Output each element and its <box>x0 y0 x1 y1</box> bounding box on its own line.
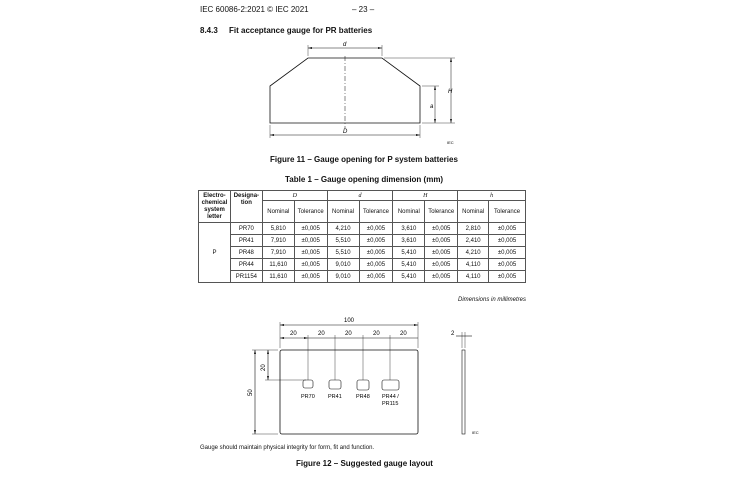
nominal-cell: 4,110 <box>458 259 489 271</box>
gauge-integrity-note: Gauge should maintain physical integrity for form, fit and function. <box>200 445 375 451</box>
tolerance-cell: ±0,005 <box>294 247 327 259</box>
table-row <box>199 271 526 283</box>
slot-label: PR115 <box>382 401 399 407</box>
table-row <box>199 247 526 259</box>
slot-pr70 <box>303 380 313 388</box>
table-row <box>199 235 526 247</box>
slot-label: PR70 <box>301 394 315 400</box>
tolerance-cell: ±0,005 <box>489 223 526 235</box>
dim-pitch-label: 20 <box>318 331 325 337</box>
nominal-cell: 5,410 <box>393 247 425 259</box>
dimensions-note: Dimensions in millimetres <box>457 297 526 303</box>
designation-cell: PR48 <box>230 247 262 259</box>
tolerance-cell: ±0,005 <box>425 247 458 259</box>
tolerance-cell: ±0,005 <box>489 271 526 283</box>
section-number: 8.4.3 <box>200 26 218 35</box>
subheader-nominal: Nominal <box>458 201 489 223</box>
label-H: H <box>448 89 453 95</box>
tolerance-cell: ±0,005 <box>489 235 526 247</box>
tolerance-cell: ±0,005 <box>294 223 327 235</box>
nominal-cell: 4,210 <box>327 223 359 235</box>
nominal-cell: 3,610 <box>393 235 425 247</box>
slot-label: PR44 / <box>382 394 399 400</box>
subheader-nominal: Nominal <box>393 201 425 223</box>
dim-pitch-label: 20 <box>345 331 352 337</box>
nominal-cell: 11,610 <box>262 259 294 271</box>
dim-pitch-label: 20 <box>290 331 297 337</box>
nominal-cell: 2,810 <box>458 223 489 235</box>
nominal-cell: 5,510 <box>327 235 359 247</box>
tolerance-cell: ±0,005 <box>294 235 327 247</box>
slot-pr48 <box>357 380 369 390</box>
tolerance-cell: ±0,005 <box>359 259 393 271</box>
designation-cell: PR1154 <box>230 271 262 283</box>
column-header-designation: Designa- tion <box>230 191 262 223</box>
subheader-nominal: Nominal <box>262 201 294 223</box>
figure-12-caption: Figure 12 – Suggested gauge layout <box>296 459 433 468</box>
nominal-cell: 3,610 <box>393 223 425 235</box>
designation-cell: PR70 <box>230 223 262 235</box>
running-header-page-number: – 23 – <box>352 5 375 14</box>
label-h: a <box>430 104 434 110</box>
nominal-cell: 7,910 <box>262 247 294 259</box>
column-group-d: d <box>327 191 393 201</box>
subheader-tolerance: Tolerance <box>425 201 458 223</box>
tolerance-cell: ±0,005 <box>359 271 393 283</box>
nominal-cell: 9,010 <box>327 271 359 283</box>
nominal-cell: 11,610 <box>262 271 294 283</box>
column-group-h: h <box>458 191 526 201</box>
dim-offset-label: 20 <box>261 364 267 371</box>
nominal-cell: 5,510 <box>327 247 359 259</box>
tolerance-cell: ±0,005 <box>489 259 526 271</box>
slot-label: PR41 <box>328 394 342 400</box>
tolerance-cell: ±0,005 <box>359 247 393 259</box>
dim-pitch-label: 20 <box>400 331 407 337</box>
tolerance-cell: ±0,005 <box>425 271 458 283</box>
designation-cell: PR44 <box>230 259 262 271</box>
tolerance-cell: ±0,005 <box>425 259 458 271</box>
gauge-plate <box>280 350 418 434</box>
subheader-nominal: Nominal <box>327 201 359 223</box>
tolerance-cell: ±0,005 <box>359 223 393 235</box>
dim-thickness-label: 2 <box>451 331 455 337</box>
dim-height-label: 50 <box>248 389 254 396</box>
nominal-cell: 5,810 <box>262 223 294 235</box>
running-header-standard: IEC 60086-2:2021 © IEC 2021 <box>200 5 309 14</box>
nominal-cell: 2,410 <box>458 235 489 247</box>
table-1-title: Table 1 – Gauge opening dimension (mm) <box>285 175 444 184</box>
system-letter-cell: P <box>199 223 231 283</box>
figure-11-gauge-opening-drawing <box>255 38 470 150</box>
subheader-tolerance: Tolerance <box>294 201 327 223</box>
iec-mark: IEC <box>447 140 454 145</box>
slot-pr44-pr115 <box>382 380 399 390</box>
tolerance-cell: ±0,005 <box>425 235 458 247</box>
label-D: D <box>343 129 348 135</box>
dim-pitch-label: 20 <box>373 331 380 337</box>
section-title: Fit acceptance gauge for PR batteries <box>229 26 373 35</box>
slot-label: PR48 <box>356 394 370 400</box>
nominal-cell: 9,010 <box>327 259 359 271</box>
iec-mark: IEC <box>472 430 479 435</box>
table-row <box>199 259 526 271</box>
subheader-tolerance: Tolerance <box>359 201 393 223</box>
gauge-opening-table <box>198 190 526 283</box>
slot-pr41 <box>329 380 341 389</box>
table-row <box>199 223 526 235</box>
tolerance-cell: ±0,005 <box>294 259 327 271</box>
gauge-side-view <box>462 350 465 434</box>
nominal-cell: 5,410 <box>393 271 425 283</box>
column-group-D: D <box>262 191 327 201</box>
nominal-cell: 4,110 <box>458 271 489 283</box>
nominal-cell: 5,410 <box>393 259 425 271</box>
label-d: d <box>343 42 347 48</box>
column-group-H: H <box>393 191 458 201</box>
figure-12-gauge-layout-drawing <box>240 314 490 438</box>
column-header-system-letter: Electro- chemical system letter <box>199 191 231 223</box>
tolerance-cell: ±0,005 <box>294 271 327 283</box>
tolerance-cell: ±0,005 <box>425 223 458 235</box>
nominal-cell: 4,210 <box>458 247 489 259</box>
tolerance-cell: ±0,005 <box>489 247 526 259</box>
tolerance-cell: ±0,005 <box>359 235 393 247</box>
designation-cell: PR41 <box>230 235 262 247</box>
nominal-cell: 7,910 <box>262 235 294 247</box>
dim-total-label: 100 <box>344 318 355 324</box>
subheader-tolerance: Tolerance <box>489 201 526 223</box>
figure-11-caption: Figure 11 – Gauge opening for P system batteries <box>270 155 458 164</box>
